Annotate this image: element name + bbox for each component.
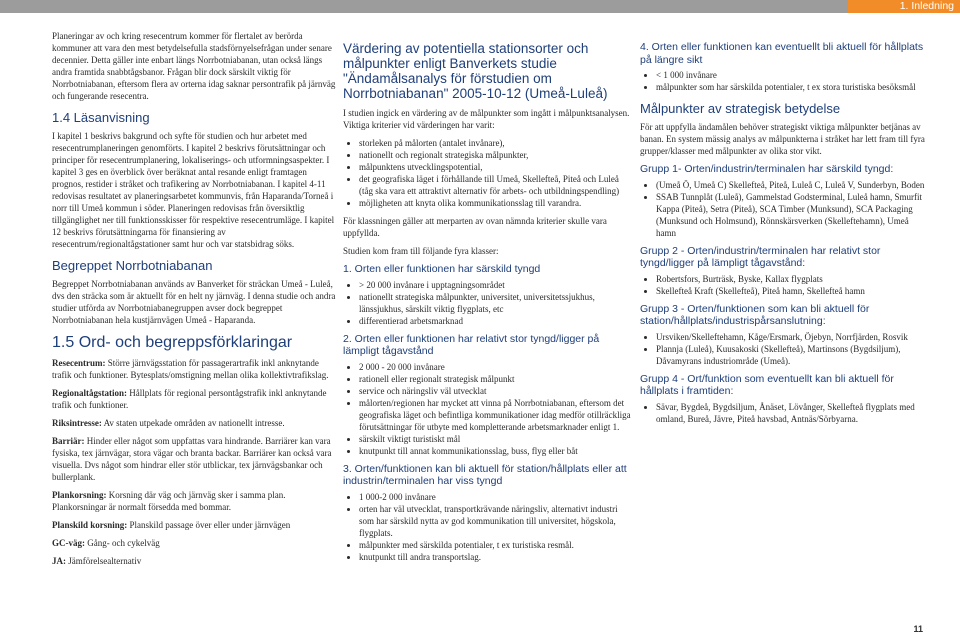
list-item: • knutpunkt till annat kommunikationsslag, buss, flyg eller båt xyxy=(359,445,633,457)
concept-paragraph: Begreppet Norrbotniabanan används av Banverket för sträckan Umeå - Luleå, dvs den sträcka som är aktuellt för en helt ny järnväg. I denna studie och andra studier utförda av Norrbotniabanegruppen avser dock begreppet Norrbotniabanan hela kustjärnvägen Umeå - Haparanda. xyxy=(52,279,336,325)
definition-text: Hinder eller något som uppfattas vara hindrande. Barriärer kan vara fysiska, tex järnvägar, stora vägar och branta backar. Barriärer kan också vara visuella. Dvs något som hindrar eller stör utblickar, tex järnvägsbankar och bullerplank. xyxy=(52,436,332,482)
definition-item xyxy=(52,519,338,531)
group3-heading: Grupp 3 - Orten/funktionen som kan bli aktuell för station/hållplats/industrispårsanslutning: xyxy=(640,302,870,327)
definition-term: GC-väg: xyxy=(52,538,85,548)
list-item: • målorten/regionen har mycket att vinna på Norrbotniabanan, eftersom det geografiska läget och befintliga kommunikationer idag medför otillräckliga förutsättningar för utbyte med kompletterande arbetsmarknader enligt 1. xyxy=(359,397,633,433)
valuation-title: Värdering av potentiella stationsorter och målpunkter enligt Banverkets studie "Ändamålsanalys för förstudien om Norrbotniabanan" 2005-10-12 (Umeå-Luleå) xyxy=(343,41,608,101)
definition-text: Av staten utpekade områden av nationellt intresse. xyxy=(101,418,285,428)
list-item: • storleken på målorten (antalet invånare), xyxy=(359,137,633,149)
definition-term: Planskild korsning: xyxy=(52,520,128,530)
definition-item xyxy=(52,387,338,411)
concept-heading: Begreppet Norrbotniabanan xyxy=(52,258,213,273)
class2-list xyxy=(343,361,633,457)
definition-term: Barriär: xyxy=(52,436,85,446)
group3-list xyxy=(640,331,925,367)
reading-guide-paragraph: I kapitel 1 beskrivs bakgrund och syfte för studien och hur arbetet med resecentrumplaneringen genomförts. I kapitel 2 beskrivs förutsättningar och principer för resecentrumplanering, lokaliserings- och utformningsaspekter. I kapitel 3 ges en överblick över beräknat antal resande enligt framtagen prognos, restider i stråket och trafikering av Norrbotniabanan. I kapitel 4-11 redovisas resultatet av planeringsarbetet kommunvis, från Haparanda/Torneå i norr till Umeå kommun i söder. Planeringen redovisas från översiktlig tillgänglighet ner till funktionsskisser för respektive resecentrumläge. I kapitel 12 beskrivs förutsättningarna för finansiering av resecentrum/regionaltågstationer samt hur och var statsbidrag söks. xyxy=(52,131,335,249)
list-item: • knutpunkt till andra transportslag. xyxy=(359,551,633,563)
definition-text: Större järnvägsstation för passagerartrafik inkl anknytande trafik och funktioner. Bytesplats/omstigning mellan olika kollektivtrafikslag. xyxy=(52,358,329,380)
definition-item xyxy=(52,417,338,429)
group2-heading: Grupp 2 - Orten/industrin/terminalen har relativt stor tyngd/ligger på lämpligt tågavstånd: xyxy=(640,244,881,269)
chapter-tab: 1. Inledning xyxy=(848,0,960,13)
list-item: • målpunkter som har särskilda potentialer, t ex stora turistiska besöksmål xyxy=(656,81,925,93)
list-item: • Robertsfors, Burträsk, Byske, Kallax flygplats xyxy=(656,273,925,285)
reading-guide-heading: 1.4 Läsanvisning xyxy=(52,110,150,125)
list-item: • möjligheten att knyta olika kommunikationsslag till varandra. xyxy=(359,197,633,209)
list-item: • Skellefteå Kraft (Skellefteå), Piteå hamn, Skellefteå hamn xyxy=(656,285,925,297)
class1-heading: 1. Orten eller funktionen har särskild tyngd xyxy=(343,263,541,275)
list-item: • rationell eller regionalt strategisk målpunkt xyxy=(359,373,633,385)
group2-list xyxy=(640,273,925,297)
list-item: • Plannja (Luleå), Kuusakoski (Skellefteå), Martinsons (Bygdsiljum), Dåvamyrans industriområde (Umeå). xyxy=(656,343,925,367)
definition-text: Jämförelsealternativ xyxy=(66,556,142,566)
definition-item xyxy=(52,537,338,549)
list-item: • < 1 000 invånare xyxy=(656,69,925,81)
definition-term: JA: xyxy=(52,556,66,566)
definition-text: Gång- och cykelväg xyxy=(85,538,160,548)
header-bar xyxy=(0,0,960,13)
definition-item xyxy=(52,555,338,567)
four-classes-paragraph: Studien kom fram till följande fyra klasser: xyxy=(343,246,499,256)
definition-item xyxy=(52,435,338,483)
class4-list xyxy=(640,69,925,93)
column-left xyxy=(52,30,338,573)
terms-heading: 1.5 Ord- och begreppsförklaringar xyxy=(52,334,293,351)
definition-item xyxy=(52,357,338,381)
list-item: • Sävar, Bygdeå, Bygdsiljum, Ånäset, Lövånger, Skellefteå flygplats med omland, Bureå, Jävre, Piteå havsbad, Antnäs/Sörbyarna. xyxy=(656,401,925,425)
list-item: • målpunktens utvecklingspotential, xyxy=(359,161,633,173)
strategic-paragraph: För att uppfylla ändamålen behöver strategiskt viktiga målpunkter betjänas av banan. En system mässig analys av målpunkterna i stråket har lett fram till fyra grupper/klasser med målpunkter av olika stor vikt. xyxy=(640,122,925,156)
group4-list xyxy=(640,401,925,425)
group1-heading: Grupp 1- Orten/industrin/terminalen har särskild tyngd: xyxy=(640,163,894,175)
list-item: • differentierad arbetsmarknad xyxy=(359,315,633,327)
list-item: • nationellt strategiska målpunkter, universitet, universitetssjukhus, länssjukhus, särskilt viktig flygplats, etc xyxy=(359,291,633,315)
definition-term: Riksintresse: xyxy=(52,418,102,428)
list-item: • 2 000 - 20 000 invånare xyxy=(359,361,633,373)
definition-term: Plankorsning: xyxy=(52,490,107,500)
valuation-intro: I studien ingick en värdering av de målpunkter som ingått i målpunktsanalysen. Viktiga kriterier vid värderingen har varit: xyxy=(343,108,630,130)
intro-paragraph: Planeringar av och kring resecentrum kommer för flertalet av berörda kommuner att vara den mest betydelsefulla stadsförnyelsefrågan under senare decennier. Detta gäller inte enbart längs Norrbotniabanan, utan också längs andra framtida snabbtågsbanor. Frågan blir dock särskilt viktig för Norrbotniabanan, eftersom flera av orterna idag saknar persontrafik på järnväg och fungerande resecentra. xyxy=(52,31,336,101)
classification-paragraph: För klassningen gäller att merparten av ovan nämnda kriterier skulle vara uppfyllda. xyxy=(343,216,607,238)
list-item: • SSAB Tunnplåt (Luleå), Gammelstad Godsterminal, Luleå hamn, Smurfit Kappa (Piteå), Setra (Piteå), SCA Timber (Munksund), SCA Packaging (Munksund och Holmsund), Rönnskärsverken (Skelleftehamn), Umeå hamn xyxy=(656,191,925,239)
list-item: • det geografiska läget i förhållande till Umeå, Skellefteå, Piteå och Luleå (tåg ska vara ett attraktivt alternativ för arbets- och utbildningspendling) xyxy=(359,173,633,197)
strategic-heading: Målpunkter av strategisk betydelse xyxy=(640,101,841,116)
list-item: • Ursviken/Skelleftehamn, Kåge/Ersmark, Öjebyn, Norrfjärden, Rosvik xyxy=(656,331,925,343)
definition-term: Regionaltågstation: xyxy=(52,388,127,398)
class4-heading: 4. Orten eller funktionen kan eventuellt bli aktuell för hållplats på längre sikt xyxy=(640,41,924,66)
page-number: 11 xyxy=(913,624,923,634)
class2-heading: 2. Orten eller funktionen har relativt stor tyngd/ligger på lämpligt tågavstånd xyxy=(343,332,600,357)
definition-text: Hållplats för regional persontågstrafik inkl anknytande trafik och funktioner. xyxy=(52,388,327,410)
class3-heading: 3. Orten/funktionen kan bli aktuell för station/hållplats eller att industrin/terminalen har viss tyngd xyxy=(343,462,627,487)
group1-list xyxy=(640,179,925,239)
list-item: • service och näringsliv väl utvecklat xyxy=(359,385,633,397)
criteria-list xyxy=(343,137,633,209)
definitions-list xyxy=(52,357,338,567)
class3-list xyxy=(343,491,633,563)
list-item: • nationellt och regionalt strategiska målpunkter, xyxy=(359,149,633,161)
group4-heading: Grupp 4 - Ort/funktion som eventuellt kan bli aktuell för hållplats i framtiden: xyxy=(640,372,894,397)
column-middle xyxy=(343,41,633,569)
list-item: • > 20 000 invånare i upptagningsområdet xyxy=(359,279,633,291)
definition-term: Resecentrum: xyxy=(52,358,106,368)
list-item: • 1 000-2 000 invånare xyxy=(359,491,633,503)
list-item: • orten har väl utvecklat, transportkrävande näringsliv, alternativt industri som har särskild nytta av god kommunikation till universitet, högskola, flygplats. xyxy=(359,503,633,539)
class1-list xyxy=(343,279,633,327)
list-item: • målpunkter med särskilda potentialer, t ex turistiska resmål. xyxy=(359,539,633,551)
list-item: • (Umeå Ö, Umeå C) Skellefteå, Piteå, Luleå C, Luleå V, Sunderbyn, Boden xyxy=(656,179,925,191)
column-right xyxy=(640,41,925,431)
definition-text: Korsning där väg och järnväg sker i samma plan. Plankorsningar är normalt försedda med bommar. xyxy=(52,490,286,512)
definition-item xyxy=(52,489,338,513)
definition-text: Planskild passage över eller under järnvägen xyxy=(127,520,291,530)
list-item: • särskilt viktigt turistiskt mål xyxy=(359,433,633,445)
